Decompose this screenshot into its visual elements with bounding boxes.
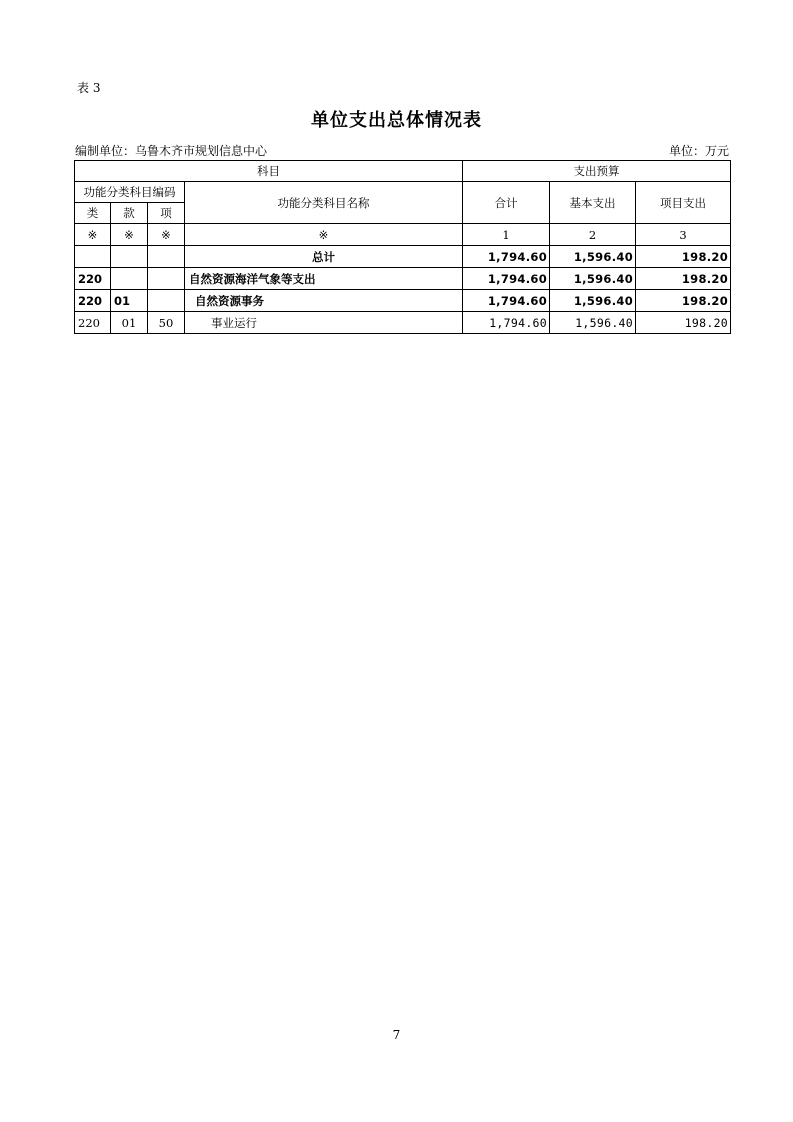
expenditure-table bbox=[74, 160, 731, 334]
row-class: 220 bbox=[75, 290, 111, 312]
row-class: 220 bbox=[75, 268, 111, 290]
header-total: 合计 bbox=[463, 182, 550, 224]
page-title: 单位支出总体情况表 bbox=[311, 110, 482, 131]
marker-basic: 2 bbox=[550, 224, 636, 246]
row-item bbox=[148, 246, 185, 268]
header-class: 类 bbox=[75, 203, 111, 224]
table-row-total bbox=[75, 246, 731, 268]
header-project: 项目支出 bbox=[636, 182, 731, 224]
row-total: 1,794.60 bbox=[463, 290, 550, 312]
header-item: 项 bbox=[148, 203, 185, 224]
row-section: 01 bbox=[111, 312, 148, 334]
row-basic: 1,596.40 bbox=[550, 290, 636, 312]
row-total: 1,794.60 bbox=[463, 246, 550, 268]
row-name: 自然资源事务 bbox=[185, 290, 463, 312]
row-project: 198.20 bbox=[636, 290, 731, 312]
header-basic: 基本支出 bbox=[550, 182, 636, 224]
row-project: 198.20 bbox=[636, 268, 731, 290]
row-section bbox=[111, 268, 148, 290]
page-number: 7 bbox=[392, 1028, 401, 1042]
row-item: 50 bbox=[148, 312, 185, 334]
marker-section: ※ bbox=[111, 224, 148, 246]
row-project: 198.20 bbox=[636, 312, 731, 334]
table-row bbox=[75, 312, 731, 334]
row-total: 1,794.60 bbox=[463, 312, 550, 334]
meta-row bbox=[75, 142, 729, 159]
marker-total: 1 bbox=[463, 224, 550, 246]
row-class bbox=[75, 246, 111, 268]
table-number: 表 3 bbox=[77, 81, 101, 95]
row-name: 事业运行 bbox=[185, 312, 463, 334]
table-row bbox=[75, 290, 731, 312]
marker-class: ※ bbox=[75, 224, 111, 246]
row-basic: 1,596.40 bbox=[550, 268, 636, 290]
row-project: 198.20 bbox=[636, 246, 731, 268]
marker-project: 3 bbox=[636, 224, 731, 246]
compiling-unit: 编制单位：乌鲁木齐市规划信息中心 bbox=[75, 144, 268, 158]
row-section: 01 bbox=[111, 290, 148, 312]
row-total: 1,794.60 bbox=[463, 268, 550, 290]
header-row-1 bbox=[75, 161, 731, 182]
row-class: 220 bbox=[75, 312, 111, 334]
header-section: 款 bbox=[111, 203, 148, 224]
row-name: 总计 bbox=[185, 246, 463, 268]
header-subject: 科目 bbox=[75, 161, 463, 182]
header-code: 功能分类科目编码 bbox=[75, 182, 185, 203]
row-basic: 1,596.40 bbox=[550, 246, 636, 268]
row-item bbox=[148, 290, 185, 312]
marker-row bbox=[75, 224, 731, 246]
header-budget: 支出预算 bbox=[463, 161, 731, 182]
table-row bbox=[75, 268, 731, 290]
row-name: 自然资源海洋气象等支出 bbox=[185, 268, 463, 290]
row-item bbox=[148, 268, 185, 290]
row-basic: 1,596.40 bbox=[550, 312, 636, 334]
header-name: 功能分类科目名称 bbox=[185, 182, 463, 224]
marker-name: ※ bbox=[185, 224, 463, 246]
currency-unit: 单位：万元 bbox=[668, 144, 729, 158]
marker-item: ※ bbox=[148, 224, 185, 246]
header-row-2 bbox=[75, 182, 731, 203]
row-section bbox=[111, 246, 148, 268]
